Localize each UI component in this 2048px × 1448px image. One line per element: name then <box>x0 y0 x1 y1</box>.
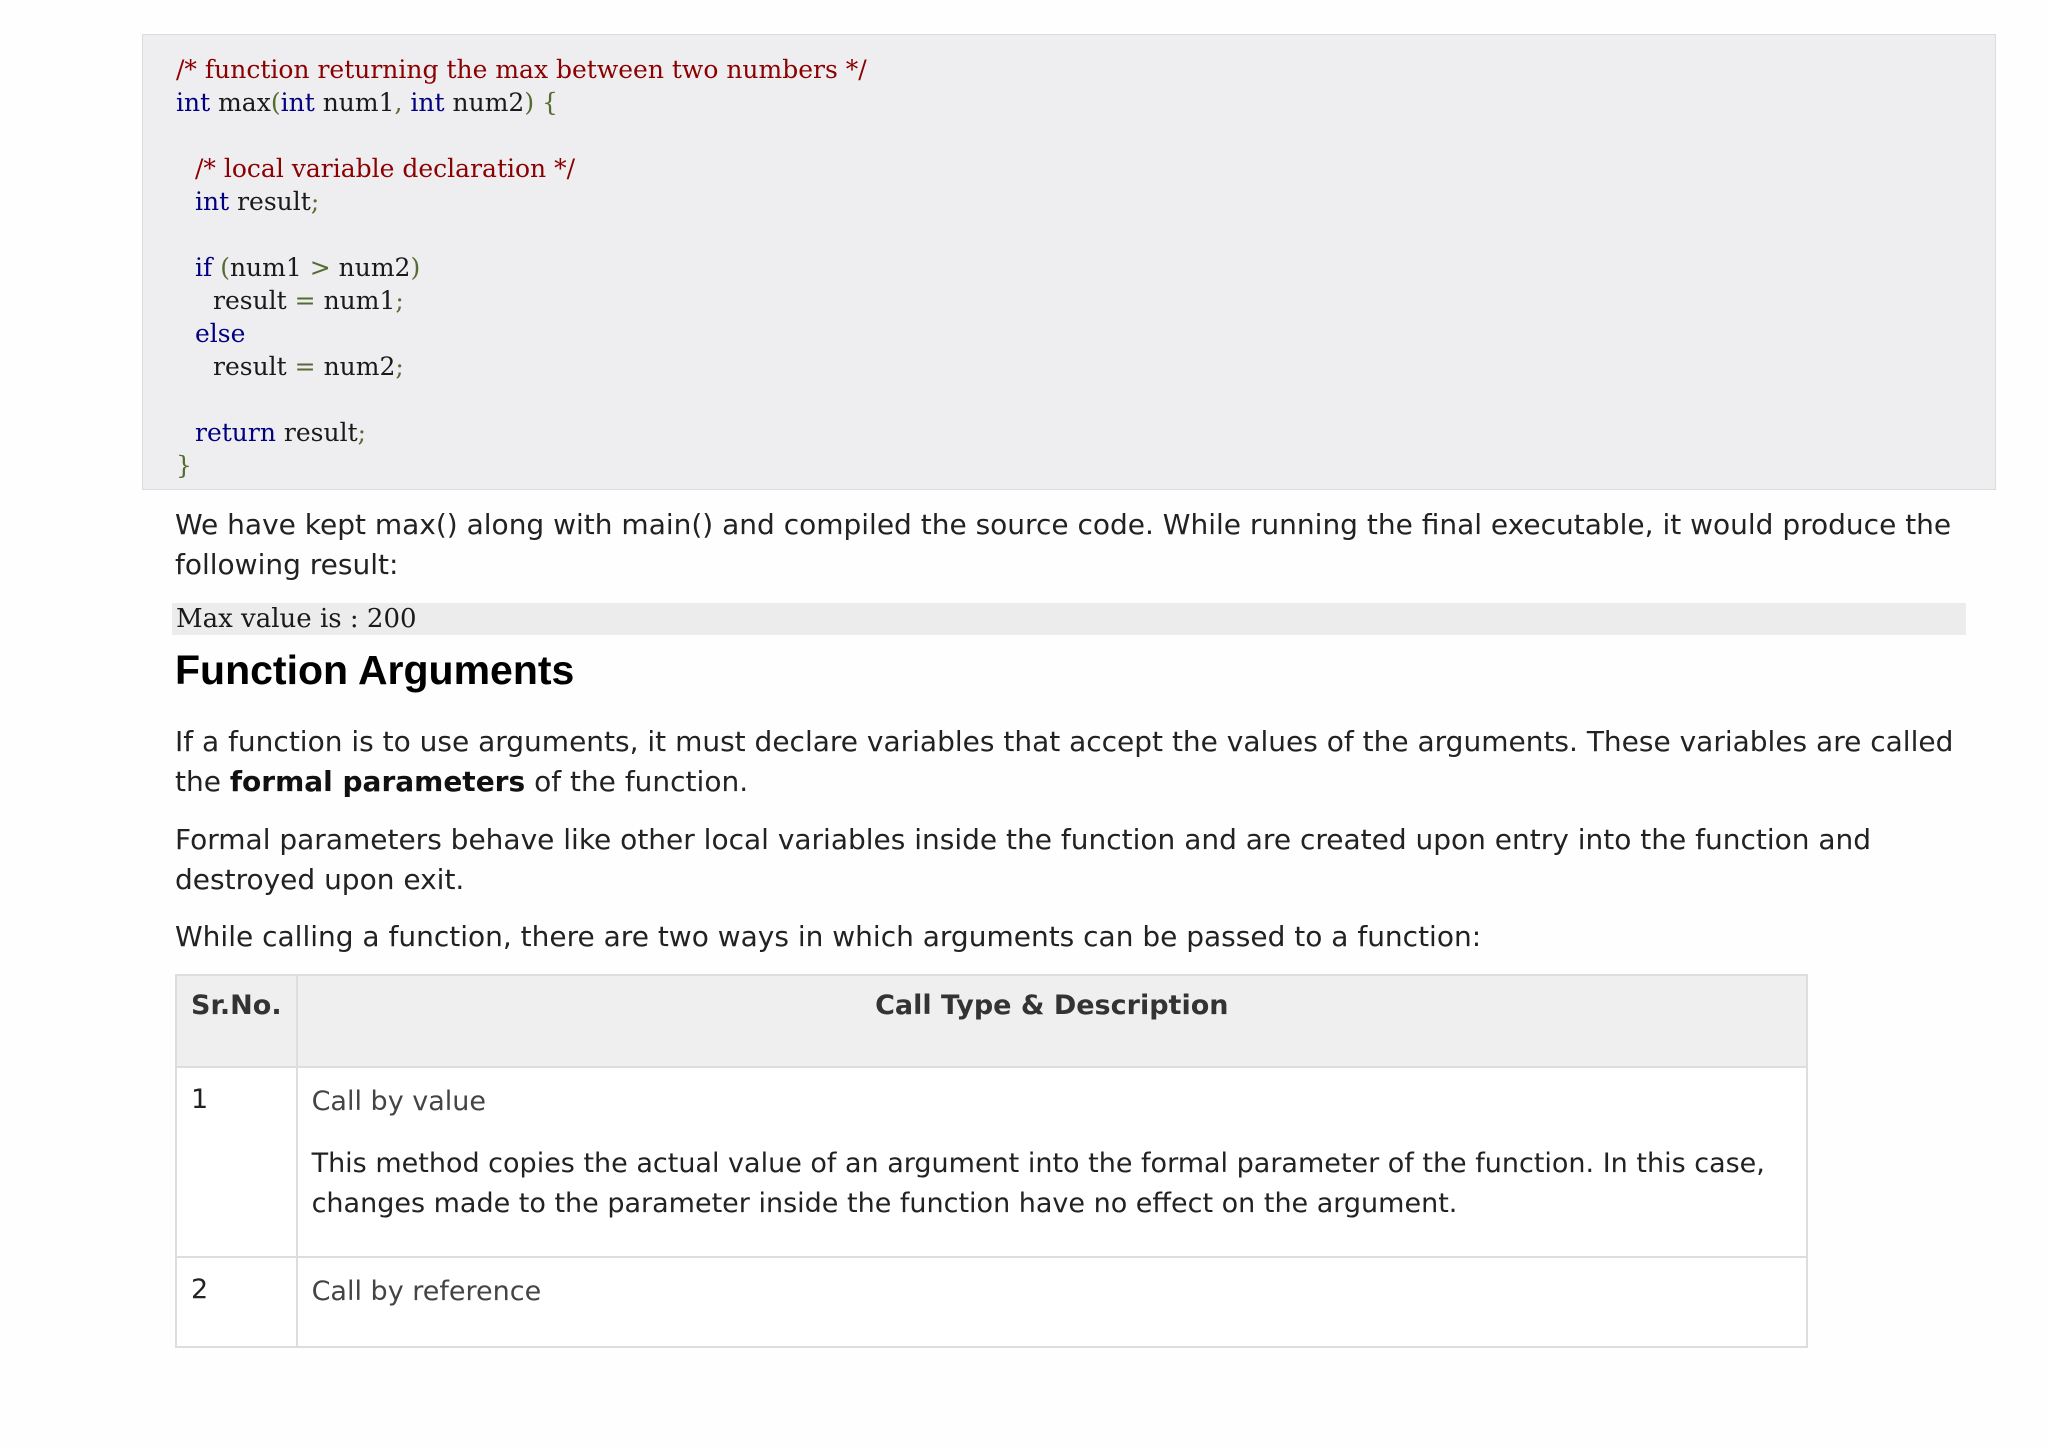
code-identifier: num2 <box>330 253 411 282</box>
formal-parameters-term: formal parameters <box>229 765 526 798</box>
code-identifier: max <box>210 88 271 117</box>
row-number: 2 <box>176 1257 297 1347</box>
code-line-7 <box>195 317 245 350</box>
code-punctuation: ; <box>395 286 404 315</box>
code-line-4 <box>195 185 319 218</box>
row-description-cell <box>297 1257 1807 1347</box>
code-keyword: int <box>280 88 315 117</box>
code-operator: > <box>301 253 331 282</box>
code-keyword: else <box>195 319 246 348</box>
code-identifier: num1 <box>315 286 396 315</box>
call-type-description: This method copies the actual value of an argument into the formal parameter of the function. In this case, changes made to the parameter inside the function have no effect on the argument. <box>311 1148 1765 1219</box>
code-keyword: if <box>195 253 213 282</box>
table-header-row <box>176 975 1807 1067</box>
code-comment: /* local variable declaration */ <box>195 154 576 183</box>
code-punctuation: ) <box>410 253 421 282</box>
code-identifier: num2 <box>315 352 396 381</box>
code-line-6 <box>213 284 404 317</box>
code-line-5 <box>195 251 420 284</box>
header-sr-no: Sr.No. <box>176 975 297 1067</box>
code-keyword: int <box>195 187 230 216</box>
code-keyword: return <box>195 418 276 447</box>
code-operator: = <box>286 286 316 315</box>
code-punctuation: ; <box>395 352 404 381</box>
code-comment: /* function returning the max between two numbers */ <box>176 55 867 84</box>
code-operator: = <box>286 352 316 381</box>
code-identifier: num2 <box>444 88 525 117</box>
table-row <box>176 1067 1807 1257</box>
code-identifier: result <box>213 352 287 381</box>
paragraph-text: If a function is to use arguments, it must declare variables that accept the values of the arguments. These variables are called the <box>175 725 1954 798</box>
code-keyword: int <box>402 88 445 117</box>
paragraph-text: of the function. <box>525 765 749 798</box>
header-call-type: Call Type & Description <box>297 975 1807 1067</box>
code-punctuation: ) <box>524 88 535 117</box>
paragraph-formal-parameters <box>175 722 1975 802</box>
paragraph-two-ways: While calling a function, there are two ways in which arguments can be passed to a function: <box>175 920 1482 953</box>
code-punctuation: ; <box>357 418 367 447</box>
output-text: Max value is : 200 <box>176 604 417 634</box>
code-line-3 <box>195 152 575 185</box>
code-punctuation: { <box>534 88 558 117</box>
code-identifier: result <box>213 286 287 315</box>
output-block <box>172 603 1966 635</box>
code-punctuation: ( <box>212 253 230 282</box>
code-punctuation: } <box>176 451 192 480</box>
code-line-9 <box>195 416 366 449</box>
code-line-2 <box>176 86 558 119</box>
code-keyword: int <box>176 88 211 117</box>
call-type-label: Call by value <box>311 1086 487 1117</box>
intro-paragraph: We have kept max() along with main() and compiled the source code. While running the final executable, it would produce the following result: <box>175 508 1952 581</box>
code-punctuation: ; <box>310 187 320 216</box>
code-block <box>142 34 1996 490</box>
code-line-10 <box>176 449 192 482</box>
code-line-1 <box>176 53 867 86</box>
code-identifier: num1 <box>229 253 302 282</box>
row-description-cell <box>297 1067 1807 1257</box>
code-identifier: num1 <box>314 88 395 117</box>
code-identifier: result <box>229 187 311 216</box>
code-identifier: result <box>275 418 358 447</box>
table-row <box>176 1257 1807 1347</box>
paragraph-local-variables: Formal parameters behave like other local variables inside the function and are created upon entry into the function and destroyed upon exit. <box>175 823 1872 896</box>
section-heading: Function Arguments <box>175 647 575 693</box>
call-type-label: Call by reference <box>311 1276 542 1307</box>
code-punctuation: ( <box>270 88 281 117</box>
code-line-8 <box>213 350 404 383</box>
code-punctuation: , <box>394 88 403 117</box>
call-types-table <box>175 974 1808 1348</box>
row-number: 1 <box>176 1067 297 1257</box>
